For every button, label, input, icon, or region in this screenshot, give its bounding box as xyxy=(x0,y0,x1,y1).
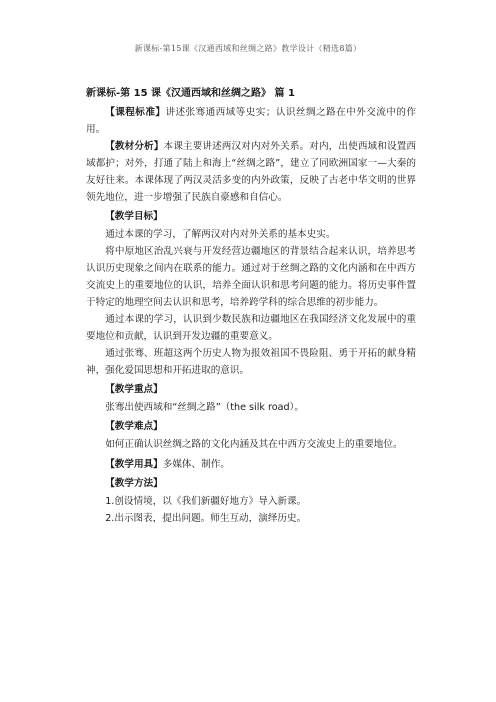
document-body xyxy=(86,85,416,527)
teaching-tools-label: 【教学用具】 xyxy=(105,459,163,470)
curriculum-standard-paragraph xyxy=(86,104,416,138)
teaching-method-item-2: 2.出示图表，提出问题。师生互动，演绎历史。 xyxy=(105,513,307,524)
textbook-analysis-paragraph xyxy=(86,138,416,206)
teaching-goals-paragraph-4: 通过张骞、班超这两个历史人物为报效祖国不畏险阻、勇于开拓的献身精神，强化爱国思想和开拓进取的意识。 xyxy=(86,348,416,376)
teaching-goals-paragraph-3: 通过本课的学习，认识到少数民族和边疆地区在我国经济文化发展中的重要地位和贡献，认识到开发边疆的重要意义。 xyxy=(86,314,416,342)
teaching-tools-text: 多媒体、制作。 xyxy=(162,459,230,470)
textbook-analysis-text: 本课主要讲述两汉对内对外关系。对内，出使西域和设置西域都护；对外，打通了陆上和海上“丝绸之路”，建立了同欧洲国家一—大秦的友好往来。本课体现了两汉灵活多变的内外政策，反映了古老中华文明的世界领先地位，进一步增强了民族自豪感和自信心。 xyxy=(86,141,417,203)
curriculum-standard-text: 讲述张骞通西域等史实；认识丝绸之路在中外交流中的作用。 xyxy=(86,107,417,135)
curriculum-standard-label: 【课程标准】 xyxy=(105,107,166,118)
teaching-tools-paragraph xyxy=(86,456,416,473)
teaching-methods-heading: 【教学方法】 xyxy=(105,478,163,489)
teaching-goals-heading: 【教学目标】 xyxy=(105,211,163,222)
document-title: 新课标-第 15 课《汉通西域和丝绸之路》 篇 1 xyxy=(86,88,295,99)
textbook-analysis-label: 【教材分析】 xyxy=(105,141,164,152)
teaching-difficulty-heading: 【教学难点】 xyxy=(105,421,163,432)
teaching-difficulty-text: 如何正确认识丝绸之路的文化内涵及其在中西方交流史上的重要地位。 xyxy=(105,439,403,450)
teaching-goals-paragraph-2: 将中原地区治乱兴衰与开发经营边疆地区的背景结合起来认识，培养思考认识历史现象之间内在联系的能力。通过对于丝绸之路的文化内涵和在中西方交流史上的重要地位的认识，培养全面认识和思考问题的能力。将历史事件置于特定的地理空间去认识和思考，培养跨学科的综合思维的初步能力。 xyxy=(86,246,416,308)
page-header: 新课标-第15课《汉通西域和丝绸之路》教学设计（精选8篇） xyxy=(134,44,362,53)
teaching-method-item-1: 1.创设情境，以《我们新疆好地方》导入新课。 xyxy=(105,496,307,507)
teaching-key-points-text: 张骞出使西域和“丝绸之路”（the silk road）。 xyxy=(105,402,304,413)
teaching-key-points-heading: 【教学重点】 xyxy=(105,384,163,395)
teaching-goals-paragraph-1: 通过本课的学习，了解两汉对内对外关系的基本史实。 xyxy=(105,229,336,240)
